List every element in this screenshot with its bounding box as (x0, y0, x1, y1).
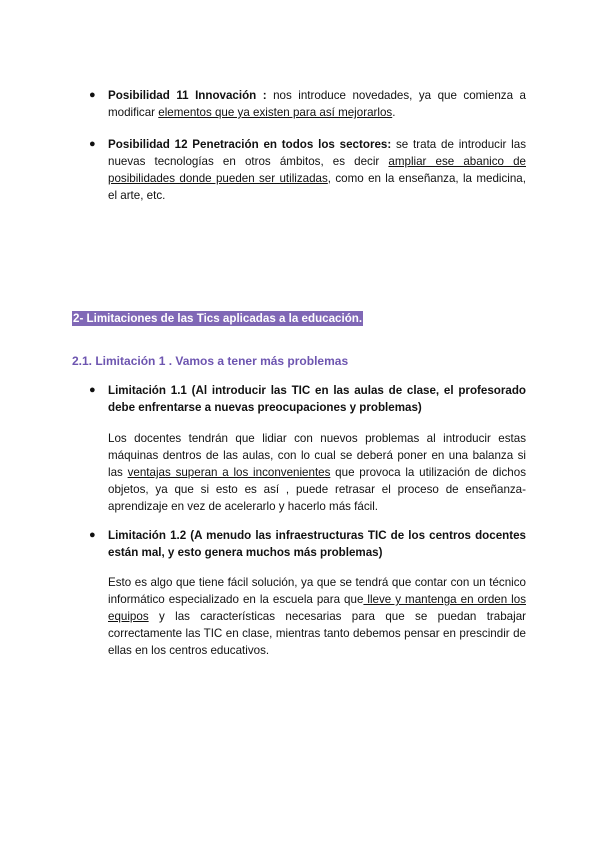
list-item-limitacion-11 (89, 382, 526, 416)
paragraph-text-end: que provoca la utilización de dichos objetos, ya que si esto es así , puede retrasar el proceso de enseñanza-aprendizaje en vez de acelerarlo y hacerlo más fácil. (108, 466, 526, 513)
paragraph-limitacion-12 (108, 574, 526, 659)
section-heading: 2- Limitaciones de las Tics aplicadas a la educación. (73, 312, 363, 325)
item-title: Posibilidad 12 Penetración en todos los sectores: (108, 138, 392, 151)
item-title: Limitación 1.1 (Al introducir las TIC en las aulas de clase, el profesorado debe enfrentarse a nuevas preocupaciones y problemas) (108, 384, 526, 414)
paragraph-limitacion-11 (108, 430, 526, 515)
paragraph-underlined-text: ventajas superan a los inconvenientes (127, 466, 331, 479)
item-title: Posibilidad 11 Innovación : (108, 89, 267, 102)
sub-heading: 2.1. Limitación 1 . Vamos a tener más problemas (72, 354, 349, 368)
paragraph-text: Esto es algo que tiene fácil solución, ya que se tendrá que contar con un técnico informático especializado en la escuela para que (108, 576, 526, 606)
list-item-posibilidad-11 (89, 87, 526, 121)
bullet-icon: ● (89, 384, 96, 396)
list-item-limitacion-12 (89, 527, 526, 561)
bullet-icon: ● (89, 89, 96, 101)
list-item-posibilidad-12 (89, 136, 526, 204)
item-text-end: , como en la enseñanza, la medicina, el arte, etc. (108, 172, 526, 202)
bullet-icon: ● (89, 138, 96, 150)
paragraph-text-end: y las características necesarias para que se puedan trabajar correctamente las TIC en clase, mientras tanto debemos pensar en prescindir de ellas en los centros educativos. (108, 610, 526, 657)
item-text: nos introduce novedades, ya que comienza a modificar (108, 89, 526, 119)
item-underlined-text: elementos que ya existen para así mejorarlos (158, 106, 393, 119)
item-title: Limitación 1.2 (A menudo las infraestructuras TIC de los centros docentes están mal, y esto genera muchos más problemas) (108, 529, 526, 559)
bullet-icon: ● (89, 529, 96, 541)
item-underlined-text: ampliar ese abanico de posibilidades donde pueden ser utilizadas (108, 155, 526, 185)
paragraph-underlined-text: lleve y mantenga en orden los equipos (108, 593, 526, 623)
paragraph-text: Los docentes tendrán que lidiar con nuevos problemas al introducir estas máquinas dentros de las aulas, con lo cual se deberá poner en una balanza si las (108, 432, 526, 479)
item-text-end: . (392, 106, 396, 119)
item-text: se trata de introducir las nuevas tecnologías en otros ámbitos, es decir (108, 138, 526, 168)
